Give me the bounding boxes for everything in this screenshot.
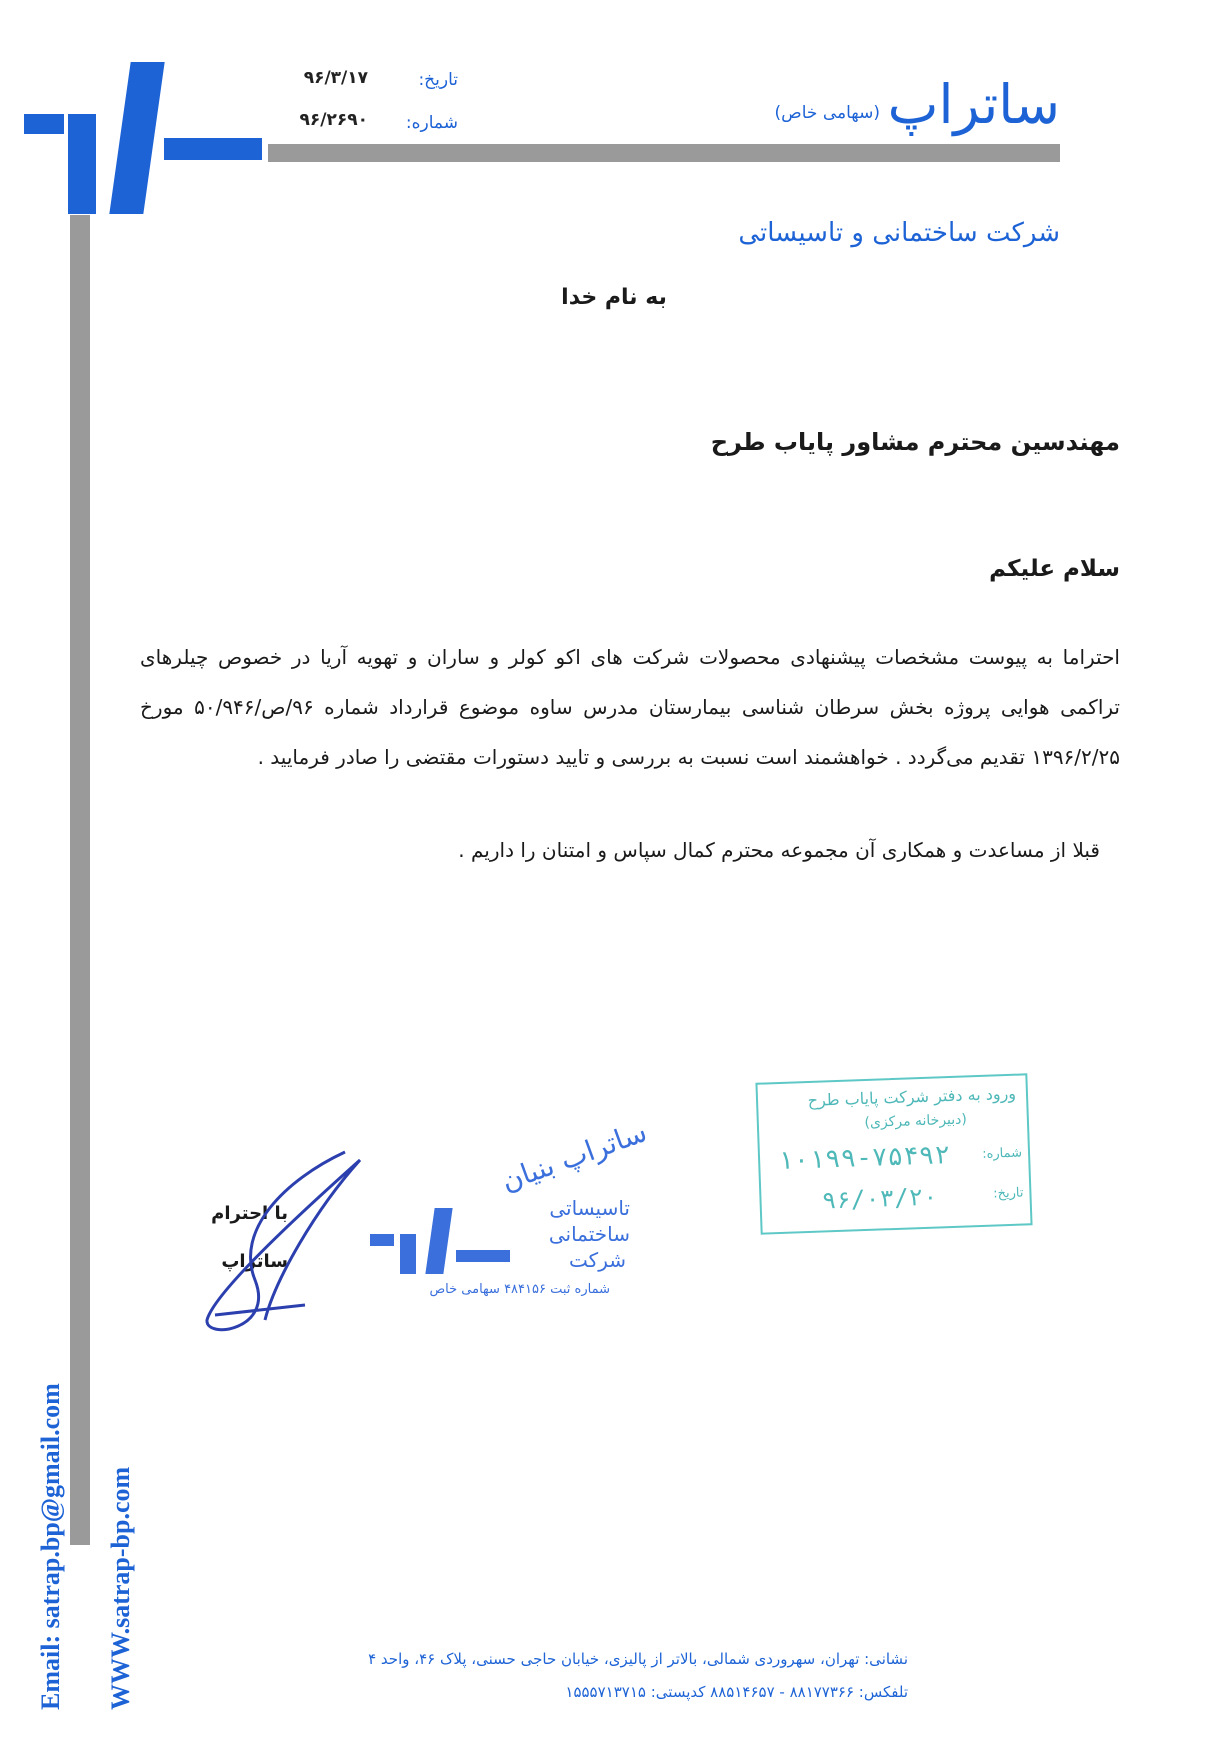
seal-line-3: ساختمانی <box>548 1222 630 1246</box>
stamp-subtitle: (دبیرخانه مرکزی) <box>864 1111 968 1132</box>
regards-text: با احترام <box>211 1203 288 1224</box>
receipt-stamp <box>755 1073 1032 1234</box>
recipient: مهندسین محترم مشاور پایاب طرح <box>710 428 1120 456</box>
header-divider-bar <box>268 144 1060 162</box>
letter-body: احتراما به پیوست مشخصات پیشنهادی محصولات شرکت های اکو کولر و ساران و تهویه آریا در خصوص چیلرهای تراکمی هوایی پروژه بخش سرطان شناسی بیمارستان مدرس ساوه موضوع قرارداد شماره ۹۶/ص/۵۰/۹۴۶ مورخ ۱۳۹۶/۲/۲۵ تقدیم می‌گردد . خواهشمند است نسبت به بررسی و تایید دستورات مقتضی را صادر فرمایید . <box>140 645 1120 769</box>
seal-line-1: ساتراپ بنیان <box>496 1114 652 1199</box>
stamp-title: ورود به دفتر شرکت پایاب طرح <box>807 1083 1017 1110</box>
basmala: به نام خدا <box>561 285 667 310</box>
logo-mark <box>24 62 264 222</box>
footer-address: نشانی: تهران، سهروردی شمالی، بالاتر از پالیزی، خیابان حاجی حسنی، پلاک ۴۶، واحد ۴ <box>368 1650 908 1668</box>
logo-bar-left <box>24 114 64 134</box>
stamp-number-label: شماره: <box>981 1145 1023 1162</box>
seal-logo-icon <box>370 1200 510 1280</box>
logo-bar-right <box>164 138 262 160</box>
stamp-number-value: ۱۰۱۹۹-۷۵۴۹۲ <box>777 1140 951 1177</box>
brand-type: (سهامی خاص) <box>774 103 880 123</box>
sidebar-website: WWW.satrap-bp.com <box>106 1466 135 1710</box>
brand-description: شرکت ساختمانی و تاسیساتی <box>738 218 1060 248</box>
date-value: ۹۶/۳/۱۷ <box>303 68 368 88</box>
sidebar-email: Email: satrap.bp@gmail.com <box>36 1383 65 1710</box>
greeting: سلام علیکم <box>989 556 1120 582</box>
side-vertical-bar <box>70 215 90 1545</box>
date-label: تاریخ: <box>418 70 458 90</box>
handwritten-signature <box>195 1140 395 1340</box>
number-label: شماره: <box>405 113 458 133</box>
brand-name: ساتراپ <box>887 73 1060 136</box>
number-value: ۹۶/۲۶۹۰ <box>299 110 368 130</box>
seal-registration: شماره ثبت ۴۸۴۱۵۶ سهامی خاص <box>429 1282 610 1297</box>
stamp-date-value: ۹۶/۰۳/۲۰ <box>821 1182 938 1215</box>
seal-line-4: شرکت <box>569 1248 626 1272</box>
seal-line-2: تاسیساتی <box>549 1196 630 1220</box>
stamp-date-label: تاریخ: <box>992 1185 1024 1202</box>
logo-stroke-1 <box>68 114 96 214</box>
signer-name: ساتراپ <box>221 1251 288 1272</box>
letter-closing: قبلا از مساعدت و همکاری آن مجموعه محترم کمال سپاس و امتنان را داریم . <box>458 838 1100 862</box>
logo-stroke-2 <box>109 62 164 214</box>
footer-phones: تلفکس: ۸۸۱۷۷۳۶۶ - ۸۸۵۱۴۶۵۷ کدپستی: ۱۵۵۵۷۱۳۷۱۵ <box>565 1683 908 1701</box>
